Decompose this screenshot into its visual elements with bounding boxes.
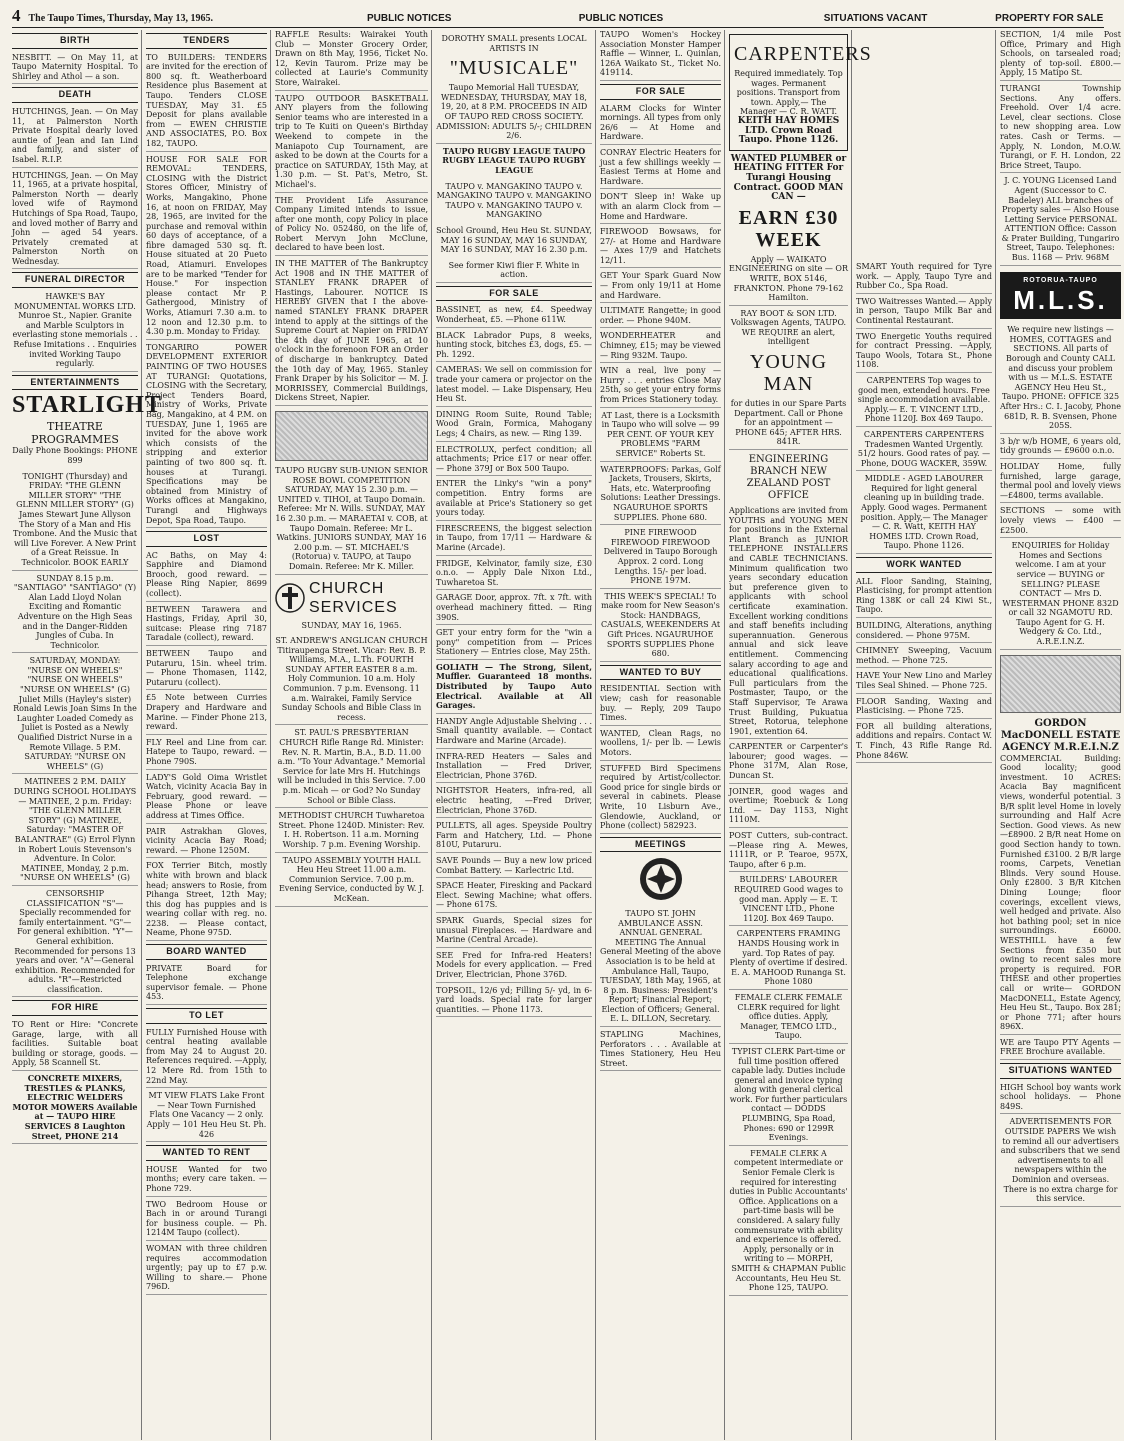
- notice: THE Provident Life Assurance Company Limited intends to issue, after one month, copy Policy in place of Policy No. 052480, on the life of, Robert Mervyn John McClune, declared to have been lost.: [275, 196, 428, 257]
- buy-ad: STUFFED Bird Specimens required by Artist/collector. Good price for single birds or several in cabinets. Please Write, 10 Lisburn Ave., Glendowie, Auckland, or Phone (collect) 582923.: [600, 764, 721, 834]
- sale-ad: BLACK Labrador Pups, 8 weeks, hunting stock, bitches £3, dogs, £5. — Ph. 1292.: [436, 331, 592, 363]
- section-header: LOST: [146, 531, 267, 547]
- page-number: 4: [12, 6, 21, 25]
- musicale-presents: DOROTHY SMALL presents LOCAL ARTISTS IN: [441, 34, 587, 53]
- job-ad: JOINER, good wages and overtime; Roebuck & Long Ltd. — Day 1153, Night 1110M.: [729, 787, 848, 828]
- sale-ad: WATERPROOFS: Parkas, Golf Jackets, Trousers, Skirts, Hats, etc. Waterproofing Solutions: Leather Dressings. NGAURUHOE SPORTS SUPPLIES. Phone 680.: [600, 465, 721, 526]
- job-ad: POST Cutters, sub-contract. —Please ring A. Mewes, 1111R, or P. Tearoe, 957X, Taupo, after 6 p.m.: [729, 831, 848, 872]
- lost-ad: AC Baths, on May 4: Sapphire and Diamond Brooch, good reward. — Please Ring Napier, 8699 (collect).: [146, 551, 267, 602]
- rent-ad: HOUSE Wanted for two months; every care taken. —Phone 729.: [146, 1165, 267, 1197]
- work-ad: HAVE Your New Lino and Marley Tiles Seal Shined. — Phone 725.: [856, 671, 992, 693]
- section-header: FUNERAL DIRECTOR: [12, 272, 138, 288]
- sale-ad: FIREWOOD Bowsaws, for 27/- at Home and Hardware — Axes 17/9 and Hatchets 12/11.: [600, 227, 721, 268]
- column-1: [12, 30, 162, 1440]
- section-header: FOR SALE: [600, 84, 721, 100]
- paper-title: The Taupo Times, Thursday, May 13, 1965.: [28, 13, 214, 24]
- mls-logo: [1000, 272, 1121, 320]
- hire-ad: TO Rent or Hire: "Concrete Garage, large, with all facilities. Suitable boat building or storage, goods. —Apply, 58 Scannell St.: [12, 1020, 138, 1071]
- notice: IN THE MATTER of The Bankruptcy Act 1908 and IN THE MATTER of STANLEY FRANK DRAPER of Hastings, Labourer. NOTICE IS HEREBY GIVEN that I the above-named STANLEY FRANK DRAPER intend to apply at the sittings of the Supreme Court at Napier on FRIDAY the 4th day of JUNE 1965, at 10 o'clock in the forenoon FOR an Order of discharge in bankruptcy. Dated the 10th day of May, 1965. Stanley Frank Draper by his Solicitor — M. J. MORRISSEY, Commercial Buildings, Dickens Street, Napier.: [275, 259, 428, 406]
- notice: RAFFLE Results: Wairakei Youth Club — Monster Grocery Order, Drawn on 8th May, 1956, Ticket No. 12, Kevin Taurom. Prize may be collected at Laurie's Community Store, Wairakei.: [275, 30, 428, 91]
- job-ad: CARPENTERS CARPENTERS Tradesmen Wanted Urgently. 51/2 hours. Good rates of pay. — Phone, DOUG WACKER, 359W.: [856, 430, 992, 471]
- job-ad: FEMALE CLERK A competent intermediate or Senior Female Clerk is required for interesting duties in Public Accountants' Office. Applications on a part-time basis will be considered. A salary fully commensurate with ability and experience is offered. Apply, personally or in writing to — MORPH, SMITH & CHAPMAN Public Accountants, Heu Heu St. Phone 125, TAUPO.: [729, 1149, 848, 1296]
- lost-ad: BETWEEN Tarawera and Hastings, Friday, April 30, suitcase: Please ring 7187 Taradale (collect), reward.: [146, 605, 267, 646]
- lost-ad: LADY'S Gold Oima Wristlet Watch, vicinity Acacia Bay in February, good reward. —Please Phone or leave address at Times Office.: [146, 773, 267, 824]
- bookings-phone: Daily Phone Bookings: PHONE 899: [12, 446, 138, 465]
- league-fixture: TAUPO v. MANGAKINO TAUPO v. MANGAKINO TAUPO v. MANGAKINO TAUPO v. MANGAKINO TAUPO v. MANGAKINO: [436, 181, 592, 220]
- column-6: [729, 30, 872, 1440]
- property-ad: WE are Taupo PTY Agents — FREE Brochure available.: [1000, 1038, 1121, 1060]
- section-header: WANTED TO RENT: [146, 1145, 267, 1161]
- keith-hay-homes: KEITH HAY HOMES LTD. Crown Road Taupo. Phone 1126.: [737, 115, 840, 146]
- section-header: WORK WANTED: [856, 557, 992, 573]
- buy-ad: RESIDENTIAL Section with view; cash for reasonable buy. — Reply, 209 Taupo Times.: [600, 684, 721, 725]
- tender-ad: TO BUILDERS: TENDERS are invited for the erection of 800 sq. ft. Weatherboard Residence plus Basement at Taupo. Tenders CLOSE TUESDAY, May 31. £5 Deposit for plans available from — EWEN CHRISTIE AND ASSOCIATES, P.O. Box 182, TAUPO.: [146, 53, 267, 152]
- mls-logo-text: M.L.S.: [1013, 285, 1108, 316]
- property-ad: SECTION, 1/4 mile Post Office, Primary and High Schools, on tarsealed road; plenty of top-soil. £800.— Apply, 15 Matipo St.: [1000, 30, 1121, 81]
- property-ad: HOLIDAY Home, fully furnished, large garage, thermal pool and lovely views —£4800, terms available.: [1000, 462, 1121, 503]
- musicale-title: "MUSICALE": [449, 57, 579, 80]
- sale-ad: THIS WEEK'S SPECIAL! To make room for New Season's Stock: HANDBAGS, CASUALS, WEEKENDERS At Gift Prices. NGAURUHOE SPORTS SUPPLIES Phone 680.: [600, 592, 721, 662]
- programme: SATURDAY, MONDAY: "NURSE ON WHEELS" "NURSE ON WHEELS" "NURSE ON WHEELS" (G) Juliet Mills (Hayley's sister) Ronald Lewis Joan Sims In the Laughter Loaded Comedy as Juliet is Posted as a Newly Qualified District Nurse in a Remote Village. 5 P.M. SATURDAY: "NURSE ON WHEELS" (G): [12, 656, 138, 774]
- column-8: [1000, 30, 1124, 1440]
- league-heading: TAUPO RUGBY LEAGUE TAUPO RUGBY LEAGUE TAUPO RUGBY LEAGUE: [442, 145, 586, 175]
- board-ad: PRIVATE Board for Telephone exchange supervisor female. — Phone 453.: [146, 964, 267, 1005]
- st-john-cross-icon: [638, 856, 684, 902]
- notice: STAPLING Machines, Perforators . . . Available at Times Stationery, Heu Heu Street.: [600, 1030, 721, 1071]
- young-man-headline: YOUNG MAN: [749, 351, 828, 396]
- sale-ad: GOLIATH — The Strong, Silent, Muffler. Guaranteed 18 months. Distributed by Taupo Auto Electrical. Available at All Garages.: [436, 663, 592, 714]
- sale-ad: ENTER the Linky's "win a pony" competition. Entry forms are available at Price's Stationery so get yours today.: [436, 479, 592, 520]
- rent-ad: WOMAN with three children requires accommodation urgently; pay up to £7 p.w. Willing to share.— Phone 796D.: [146, 1244, 267, 1295]
- section-header: TO LET: [146, 1008, 267, 1024]
- rugby-illustration: [275, 411, 428, 461]
- sale-ad: GET Your Spark Guard Now — From only 19/11 at Home and Hardware.: [600, 271, 721, 303]
- theatre-programmes: THEATRE PROGRAMMES: [31, 420, 119, 447]
- work-ad: CHIMNEY Sweeping, Vacuum method. — Phone 725.: [856, 646, 992, 668]
- rent-ad: TWO Bedroom House or Bach in or around Turangi for business couple. — Ph. 1214M Taupo (collect).: [146, 1200, 267, 1241]
- waikato-engineering: Apply — WAIKATO ENGINEERING on site — OR WRITE, BOX 5146, FRANKTON. Phone 79-162 Hamilton.: [729, 255, 848, 306]
- section-header: FOR SALE: [436, 286, 592, 302]
- section-header: BIRTH: [12, 33, 138, 49]
- death-notice: HUTCHINGS, Jean. — On May 11, at Palmerston North Private Hospital dearly loved auntie of Jean and Ian Lind and family, and sister of Isabel. R.I.P.: [12, 107, 138, 168]
- lost-ad: PAIR Astrakhan Gloves, vicinity Acacia Bay Road; reward. — Phone 1250M.: [146, 827, 267, 859]
- job-ad: BUILDERS' LABOURER REQUIRED Good wages to good man. Apply — E. T. VINCENT LTD., Phone 1120J. Box 469 Taupo.: [729, 875, 848, 926]
- programme: SUNDAY 8.15 p.m. "SANTIAGO" "SANTIAGO" (Y) Alan Ladd Lloyd Nolan Exciting and Romantic Adventure on the High Seas and in the Danger-Ridden Jungles of Cuba. In Technicolor.: [12, 574, 138, 654]
- sale-ad: INFRA-RED Heaters — Sales and Installation — Fred Driver, Electrician, Phone 376D.: [436, 752, 592, 784]
- job-ad: TWO Energetic Youths required for contract Pressing. —Apply, Taupo Wools, Totara St., Phone 1108.: [856, 332, 992, 373]
- sale-ad: DON'T Sleep in! Wake up with an alarm Clock from — Home and Hardware.: [600, 192, 721, 224]
- carpenters-title: CARPENTERS: [734, 43, 872, 65]
- sale-ad: CAMERAS: We sell on commission for trade your camera or projector on the latest model. — Lake Dispensary, Heu Heu St.: [436, 365, 592, 406]
- job-ad: CARPENTER or Carpenter's labourer; good wages. —Phone 317M, Alan Rose, Duncan St.: [729, 742, 848, 783]
- league-note: See former Kiwi flier F. White in action.: [436, 261, 592, 283]
- section-header: DEATH: [12, 87, 138, 103]
- sale-ad: GET your entry form for the "win a pony" competition from — Prices Stationery — Entries close, May 25th.: [436, 628, 592, 660]
- sale-ad: SPACE Heater, Firesking and Packard Elect. Sewing Machine; what offers. — Phone 617S.: [436, 881, 592, 913]
- church-date: SUNDAY, MAY 16, 1965.: [301, 620, 402, 630]
- church-listing: ST. PAUL'S PRESBYTERIAN CHURCH Rifle Range Rd. Minister: Rev. N. R. Martin, B.A., B.D. 11.00 a.m. "To Your Advantage." Memorial Service for late Mrs H. Hutchings will be included in this Service. 7.00 p.m. Micah — or God? No Sunday School or Bible Class.: [275, 728, 428, 808]
- sale-ad: DINING Room Suite, Round Table; Wood Grain, Formica, Mahogany Legs; 4 Chairs, as new. — Ring 139.: [436, 410, 592, 442]
- league-ground: School Ground, Heu Heu St. SUNDAY, MAY 16 SUNDAY, MAY 16 SUNDAY, MAY 16 SUNDAY, MAY 16 2.30 p.m.: [436, 225, 592, 255]
- tender-ad: HOUSE FOR SALE FOR REMOVAL: TENDERS, CLOSING with the District Stores Officer, Ministry of Works, Mangakino, Phone 16, at noon on FRIDAY, May 28, 1965, are invited for the purchase and removal within 60 days of acceptance, of a fibre damaged 530 sq. ft. House situated at 20 Pueto Road, Atiamuri. Envelopes are to be marked "Tender for House." For inspection please contact Mr P. Gathergood, Ministry of Works, Atiamuri 7.30 a.m. to 12 noon and 12.30 p.m. to 4.30 p.m. Monday to Friday.: [146, 155, 267, 340]
- sale-ad: WIN a real, live pony — Hurry . . . entries Close May 25th, so get your entry forms from Prices Stationery today.: [600, 366, 721, 407]
- sale-ad: AT Last, there is a Locksmith in Taupo who will solve — 99 PER CENT. OF YOUR KEY PROBLEMS "FARM SERVICE" Roberts St.: [600, 411, 721, 462]
- outside-papers-notice: ADVERTISEMENTS FOR OUTSIDE PAPERS We wish to remind all our advertisers and subscribers that we send advertisements to all newspapers within the Dominion and overseas. There is no extra charge for this service.: [1000, 1117, 1121, 1206]
- section-heading: PUBLIC NOTICES: [366, 13, 452, 24]
- section-header: WANTED TO BUY: [600, 665, 721, 681]
- column-4: [436, 30, 596, 1440]
- church-listing: ST. ANDREW'S ANGLICAN CHURCH Titiraupenga Street. Vicar: Rev. B. P. Williams, M.A., L.Th. FOURTH SUNDAY AFTER EASTER 8 a.m. Holy Communion. 10 a.m. Holy Communion. 7 p.m. Evensong. 11 a.m. Wairakei, Family Service Sunday Schools and Bible Class in recess.: [275, 636, 428, 725]
- gordon-macdonell-title: GORDON MacDONELL ESTATE AGENCY M.R.E.I.N.Z: [1000, 717, 1121, 753]
- plumber-ad: WANTED PLUMBER or HEATING FITTER For Turangi Housing Contract. GOOD MAN CAN —: [730, 153, 847, 203]
- starlight-title: STARLIGHT: [12, 392, 162, 419]
- property-ad: SECTIONS — some with lovely views — £400 — £2500.: [1000, 506, 1121, 538]
- earn-headline: EARN £30 WEEK: [738, 206, 839, 251]
- church-listing: TAUPO ASSEMBLY YOUTH HALL Heu Heu Street 11.00 a.m. Communion Service. 7.00 p.m. Evening Service, conducted by W. J. McKean.: [275, 856, 428, 907]
- section-header: ENTERTAINMENTS: [12, 375, 138, 391]
- hire-ad: CONCRETE MIXERS, TRESTLES & PLANKS, ELECTRIC WELDERS MOTOR MOWERS Available at — TAUPO HIRE SERVICES 8 Laughton Street, PHONE 214: [12, 1074, 138, 1144]
- rugby-fixtures: TAUPO RUGBY SUB-UNION SENIOR ROSE BOWL COMPETITION SATURDAY, MAY 15 2.30 p.m. — UNITED v. TIHOI, at Taupo Domain. Referee: Mr N. Wills. SUNDAY, MAY 16 2.30 p.m. — MARAETAI v. COB, at Taupo Domain. Referee: Mr L. Watkins. JUNIORS SUNDAY, MAY 16 2.00 p.m. — ST. MICHAEL'S (Rotorua) v. TAUPO, at Taupo Domain. Referee: Mr K. Miller.: [275, 466, 428, 575]
- st-john-emblem: [600, 856, 721, 905]
- sale-ad: CONRAY Electric Heaters for just a few shillings weekly — Easiest Terms at Home and Hardware.: [600, 148, 721, 189]
- mls-ad: We require new listings — HOMES, COTTAGES and SECTIONS. All parts of Borough and County CALL and discuss your problem with us — M.L.S. ESTATE AGENCY Heu Heu St., Taupo. PHONE: OFFICE 325 After Hrs.: C. I. Jacoby, Phone 681D, R. B. Svensen, Phone 205S.: [1000, 325, 1121, 434]
- property-ad: ENQUIRIES for Holiday Homes and Sections welcome. I am at your service — BUYING or SELLING? PLEASE CONTACT — Mrs D. WESTERMAN PHONE 832D or call 32 NGAMOTU RD. Taupo Agent for G. H. Wedgery & Co. Ltd., A.R.E.I.N.Z.: [1000, 541, 1121, 650]
- job-ad: TWO Waitresses Wanted.— Apply in person, Taupo Milk Bar and Continental Restaurant.: [856, 297, 992, 329]
- let-ad: MT VIEW FLATS Lake Front — Near Town Furnished Flats One Vacancy — 2 only. Apply — 101 Heu Heu St. Ph. 426: [146, 1091, 267, 1142]
- section-heading: PROPERTY FOR SALE: [995, 13, 1104, 24]
- section-header: SITUATIONS WANTED: [1000, 1063, 1121, 1079]
- section-header: TENDERS: [146, 33, 267, 49]
- programme: MATINEES 2 P.M. DAILY DURING SCHOOL HOLIDAYS — MATINEE, 2 p.m. Friday: "THE GLENN MILLER STORY" (G) MATINEE, Saturday: "MASTER OF BALANTRAE" (G) Errol Flynn in Robert Louis Stevenson's Adventure. In Color. MATINEE, Monday, 2 p.m. "NURSE ON WHEELS" (G): [12, 777, 138, 886]
- church-header: [275, 579, 428, 617]
- work-ad: BUILDING, Alterations, anything considered. — Phone 975M.: [856, 621, 992, 643]
- funeral-ad: HAWKE'S BAY MONUMENTAL WORKS LTD. Munroe St., Napier. Granite and Marble Sculptors in everlasting stone memorials . . Refuse Imitations . . Enquiries invited Working Taupo regularly.: [12, 292, 138, 372]
- sale-ad: TOPSOIL, 12/6 yd; Filling 5/- yd, in 6-yard loads. Special rate for larger quantities. — Phone 1173.: [436, 986, 592, 1018]
- lost-ad: BETWEEN Taupo and Putaruru, 15in. wheel trim. — Phone Thomasen, 1142, Putaruru (collect).: [146, 649, 267, 690]
- job-ad: SMART Youth required for Tyre work. — Apply, Taupo Tyre and Rubber Co., Spa Road.: [856, 262, 992, 294]
- house-illustration: [1000, 655, 1121, 713]
- censorship-note: CENSORSHIP CLASSIFICATION "S"—Specially recommended for family entertainment. "G"—For general exhibition. "Y"—General exhibition. Recommended for persons 13 years and over. "A"—General exhibition. Recommended for adults. "R"—Restricted classification.: [12, 889, 138, 998]
- work-ad: ALL Floor Sanding, Staining, Plasticising, for prompt attention Ring 138K or call 24 Kiwi St., Taupo.: [856, 577, 992, 618]
- notice: TAUPO OUTDOOR BASKETBALL ANY players from the following Senior teams who are interested in a trip to Te Kuiti on Queen's Birthday Weekend to compete in the Maniapoto Cup Tournament, are asked to be down at the Courts for a practice on SATURDAY, 15th May, at 1.30 p.m. — St. Pat's, Metro, St. Michael's.: [275, 94, 428, 193]
- young-man-text: for duties in our Spare Parts Department. Call or Phone for an appointment — PHONE 645; AFTER HRS. 841R.: [729, 399, 848, 450]
- let-ad: FULLY Furnished House with central heating available from May 24 to August 20. References required. —Apply, 12 Mere Rd. from 15th to 22nd May.: [146, 1028, 267, 1089]
- sale-ad: GARAGE Door, approx. 7ft. x 7ft. with overhead machinery fitted. — Ring 390S.: [436, 593, 592, 625]
- masthead: [12, 6, 1104, 28]
- meeting-notice: TAUPO ST. JOHN AMBULANCE ASSN. ANNUAL GENERAL MEETING The Annual General Meeting of the above Association is to be held at Ambulance Hall, Taupo, TUESDAY, 18th May, 1965, at 8 p.m. Business: President's Report; Financial Report; Election of Officers; General. E. L. DILLON, Secretary.: [600, 909, 721, 1027]
- lost-ad: £5 Note between Curries Drapery and Hardware and Marine. — Finder Phone 213, reward.: [146, 693, 267, 734]
- lost-ad: FOX Terrier Bitch, mostly white with brown and black head; answers to Rosie, from Pihanga Street, 12th May; this dog has puppies and is wearing collar with reg. no. 2238. — Please contact, Neame, Phone 975D.: [146, 861, 267, 941]
- sale-ad: PULLETS, all ages. Speyside Poultry Farm and Hatchery, Ltd. — Phone 810U, Putaruru.: [436, 821, 592, 853]
- sale-ad: WONDERHEATER and Chimney, £15; may be viewed — Ring 932M. Taupo.: [600, 331, 721, 363]
- work-ad: FLOOR Sanding, Waxing and Plasticising. — Phone 725.: [856, 697, 992, 719]
- column-2: [146, 30, 271, 1440]
- section-header: MEETINGS: [600, 837, 721, 853]
- section-heading: PUBLIC NOTICES: [578, 13, 664, 24]
- section-header: BOARD WANTED: [146, 944, 267, 960]
- post-office-heading: ENGINEERING BRANCH NEW ZEALAND POST OFFICE: [746, 454, 831, 502]
- section-heading: SITUATIONS VACANT: [823, 13, 928, 24]
- situation-wanted-ad: HIGH School boy wants work school holidays. — Phone 849S.: [1000, 1083, 1121, 1115]
- notice: TAUPO Women's Hockey Association Monster Hamper Raffle — Winner, L. Quinlan, 126A Waikato St., Ticket No. 419114.: [600, 30, 721, 81]
- column-5: [600, 30, 725, 1440]
- work-ad: FOR all building alterations, additions and repairs. Contact W. T. Finch, 43 Rifle Range Rd. Phone 846W.: [856, 722, 992, 763]
- musicale-details: Taupo Memorial Hall TUESDAY, WEDNESDAY, THURSDAY, MAY 18, 19, 20, at 8 P.M. PROCEEDS IN AID OF TAUPO RED CROSS SOCIETY. ADMISSION: ADULTS 5/-; CHILDREN 2/6.: [436, 83, 592, 144]
- tender-ad: TONGARIRO POWER DEVELOPMENT EXTERIOR PAINTING OF TWO HOUSES AT TURANGI: Quotations, CLOSING with the Secretary, Project Tenders Board, Ministry of Works, Private Bag, Mangakino, at 4 P.M. on TUESDAY, June 1, 1965 are invited for the above work which consists of the stripping and exterior painting of two 800 sq. ft. houses at Turangi. Specifications may be obtained from Ministry of Works offices at Mangakino, Turangi and Highways Depot, Spa Road, Taupo.: [146, 343, 267, 528]
- sale-ad: ULTIMATE Rangette; in good order. — Phone 940M.: [600, 306, 721, 328]
- sale-ad: FRIDGE, Kelvinator, family size, £30 o.n.o. — Apply Dale Nixon Ltd., Tuwharetoa St.: [436, 559, 592, 591]
- death-notice: HUTCHINGS, Jean. — On May 11, 1965, at a private hospital, Palmerston North — dearly loved wife of Raymond Hutchings of Spa Road, Taupo, and loved mother of Barry and John — aged 54 years. Privately cremated at Palmerston North on Wednesday.: [12, 171, 138, 270]
- carpenters-ad: [729, 34, 872, 151]
- church-services-title: CHURCH SERVICES: [309, 579, 398, 616]
- column-7: [856, 30, 996, 1440]
- job-ad: MIDDLE - AGED LABOURER Required for light general cleaning up in building trade. Apply. Good wages. Permanent position. Apply,— The Manager — C. R. Watt, KEITH HAY HOMES LTD. Crown Road, Taupo. Phone 1126.: [856, 474, 992, 554]
- church-listing: METHODIST CHURCH Tuwharetoa Street. Phone 1240D. Minister: Rev. I. H. Robertson. 11 a.m. Morning Worship. 7 p.m. Evening Worship.: [275, 811, 428, 852]
- jc-young-ad: J. C. YOUNG Licensed Land Agent (Successor to C. Badeley) ALL branches of Property sales — Also House Letting Service PERSONAL ATTENTION Office: Casson & Prater Building, Tungariro Street, Taupo. Telephones: Bus. 1168 — Priv. 968M: [1000, 176, 1121, 265]
- carpenters-text: Required immediately. Top wages. Permanent positions. Transport from town. Apply,— The Manager — C. R. WATT.: [734, 69, 843, 117]
- job-ad: CARPENTERS Top wages to good men, extended hours. Free single accommodation available. Apply.— E. T. VINCENT LTD., Phone 1120J. Box 469 Taupo.: [856, 376, 992, 427]
- buy-ad: WANTED, Clean Rags, no woollens, 1/- per lb. — Lewis Motors.: [600, 729, 721, 761]
- column-spacer: [856, 30, 992, 262]
- section-header: FOR HIRE: [12, 1000, 138, 1016]
- post-office-ad: Applications are invited from YOUTHS and YOUNG MEN for positions in the External Plant Branch as JUNIOR TELEPHONE INSTALLERS and CABLE TECHNICIANS. Minimum qualification two years secondary education but preference given to applicants with school certificate examination. Excellent working conditions and staff benefits including superannuation. Generous annual and sick leave entitlement. Commencing salary according to age and educational qualifications. Full particulars from the Postmaster, Taupo, or the Staff Supervisor, Te Arawa Trust Building, Pukuatua Street, Rotorua, telephone 1901, extention 64.: [729, 506, 848, 739]
- job-ad: FEMALE CLERK FEMALE CLERK required for light office duties. Apply, Manager, TEMCO LTD., Taupo.: [729, 993, 848, 1044]
- sale-ad: ALARM Clocks for Winter mornings. All types from only 26/6 — At Home and Hardware.: [600, 104, 721, 145]
- birth-notice: NESBITT. — On May 11, at Taupo Maternity Hospital. To Shirley and Athol — a son.: [12, 53, 138, 85]
- property-ad: 3 b/r w/b HOME, 6 years old, tidy grounds — £9600 o.n.o.: [1000, 437, 1121, 459]
- sale-ad: FIRESCREENS, the biggest selection in Taupo, from 17/11 — Hardware & Marine (Arcade).: [436, 524, 592, 556]
- sale-ad: PINE FIREWOOD FIREWOOD FIREWOOD Delivered in Taupo Borough Approx. 2 cord. Long Lengths. 15/- per load. PHONE 197M.: [600, 528, 721, 589]
- job-ad: TYPIST CLERK Part-time or full time position offered capable lady. Duties include general and invoice typing along with general clerical work. For further particulars contact — DODDS PLUMBING, Spa Road, Phones: 690 or 1299R Evenings.: [729, 1047, 848, 1146]
- sale-ad: BASSINET, as new, £4. Speedway Wonderheat, £5. —Phone 611W.: [436, 305, 592, 327]
- mls-logo-subtitle: ROTORUA-TAUPO: [1023, 276, 1098, 284]
- job-ad: CARPENTERS FRAMING HANDS Housing work in yard. Top Rates of pay. Plenty of overtime if desired. E. A. MAHOOD Runanga St. Phone 1080: [729, 929, 848, 990]
- column-3: [275, 30, 432, 1440]
- programme: TONIGHT (Thursday) and FRIDAY: "THE GLENN MILLER STORY" "THE GLENN MILLER STORY" (G) James Stewart June Allyson The Story of a Man and His Trombone. And the Music that will Live Forever. A New Print of a Great Reissue. In Technicolor. BOOK EARLY: [12, 472, 138, 571]
- gordon-macdonell-ad: COMMERCIAL Building: Good locality; good investment. 10 ACRES: Acacia Bay magnificent views, wonderful potential. 3 B/R split level Home in lovely surrounding and Half Acre Section. Good views. As new —£8900. 2 B/R neat Home on good Section handy to town. Furnished £3100. 2 B/R large rooms, Carpets, Venetian Blinds. Very sound House. Only £2800. 3 B/R Kitchen Dining Lounge; floor coverings, excellent views, well hedged and private. Also hot bathing pool; set in nice surroundings. £6000. WESTHILL have a few Sections from £350 but owing to recent sales more property is required. FOR THESE and other properties call or write— GORDON MacDONELL, Estate Agency, Heu Heu St., Taupo. Box 281; or Phone 771; after hours 896X.: [1000, 754, 1121, 1035]
- ray-boot-ad: RAY BOOT & SON LTD. Volkswagen Agents, TAUPO. WE REQUIRE an alert, intelligent: [730, 308, 847, 347]
- sale-ad: SPARK Guards, Special sizes for unusual Fireplaces. — Hardware and Marine (Central Arcade).: [436, 916, 592, 948]
- sale-ad: ELECTROLUX, perfect condition; all attachments; Price £17 or near offer. — Phone 379J or Box 500 Taupo.: [436, 445, 592, 477]
- property-ad: TURANGI Township Sections. Any offers. Freehold. Over 1/4 acre. Level, clear sections. Close to new shopping area. Low rates. Cash or Terms. — Apply, N. London, M.O.W. Turangi, or F. H. London, 22 Brice Street, Taupo.: [1000, 84, 1121, 173]
- lost-ad: FLY Reel and Line from car. Hatepe to Taupo, reward. — Phone 790S.: [146, 738, 267, 770]
- sale-ad: SEE Fred for Infra-red Heaters! Models for every application. — Fred Driver, Electrician, Phone 376D.: [436, 951, 592, 983]
- sale-ad: NIGHTSTOR Heaters, infra-red, all electric heating, —Fred Driver, Electrician, Phone 376D.: [436, 786, 592, 818]
- sale-ad: HANDY Angle Adjustable Shelving . . . Small quantity available. — Contact Hardware and Marine (Arcade).: [436, 717, 592, 749]
- cross-icon: [275, 581, 305, 615]
- sale-ad: SAVE Pounds — Buy a new low priced Combat Battery. — Karlectric Ltd.: [436, 856, 592, 878]
